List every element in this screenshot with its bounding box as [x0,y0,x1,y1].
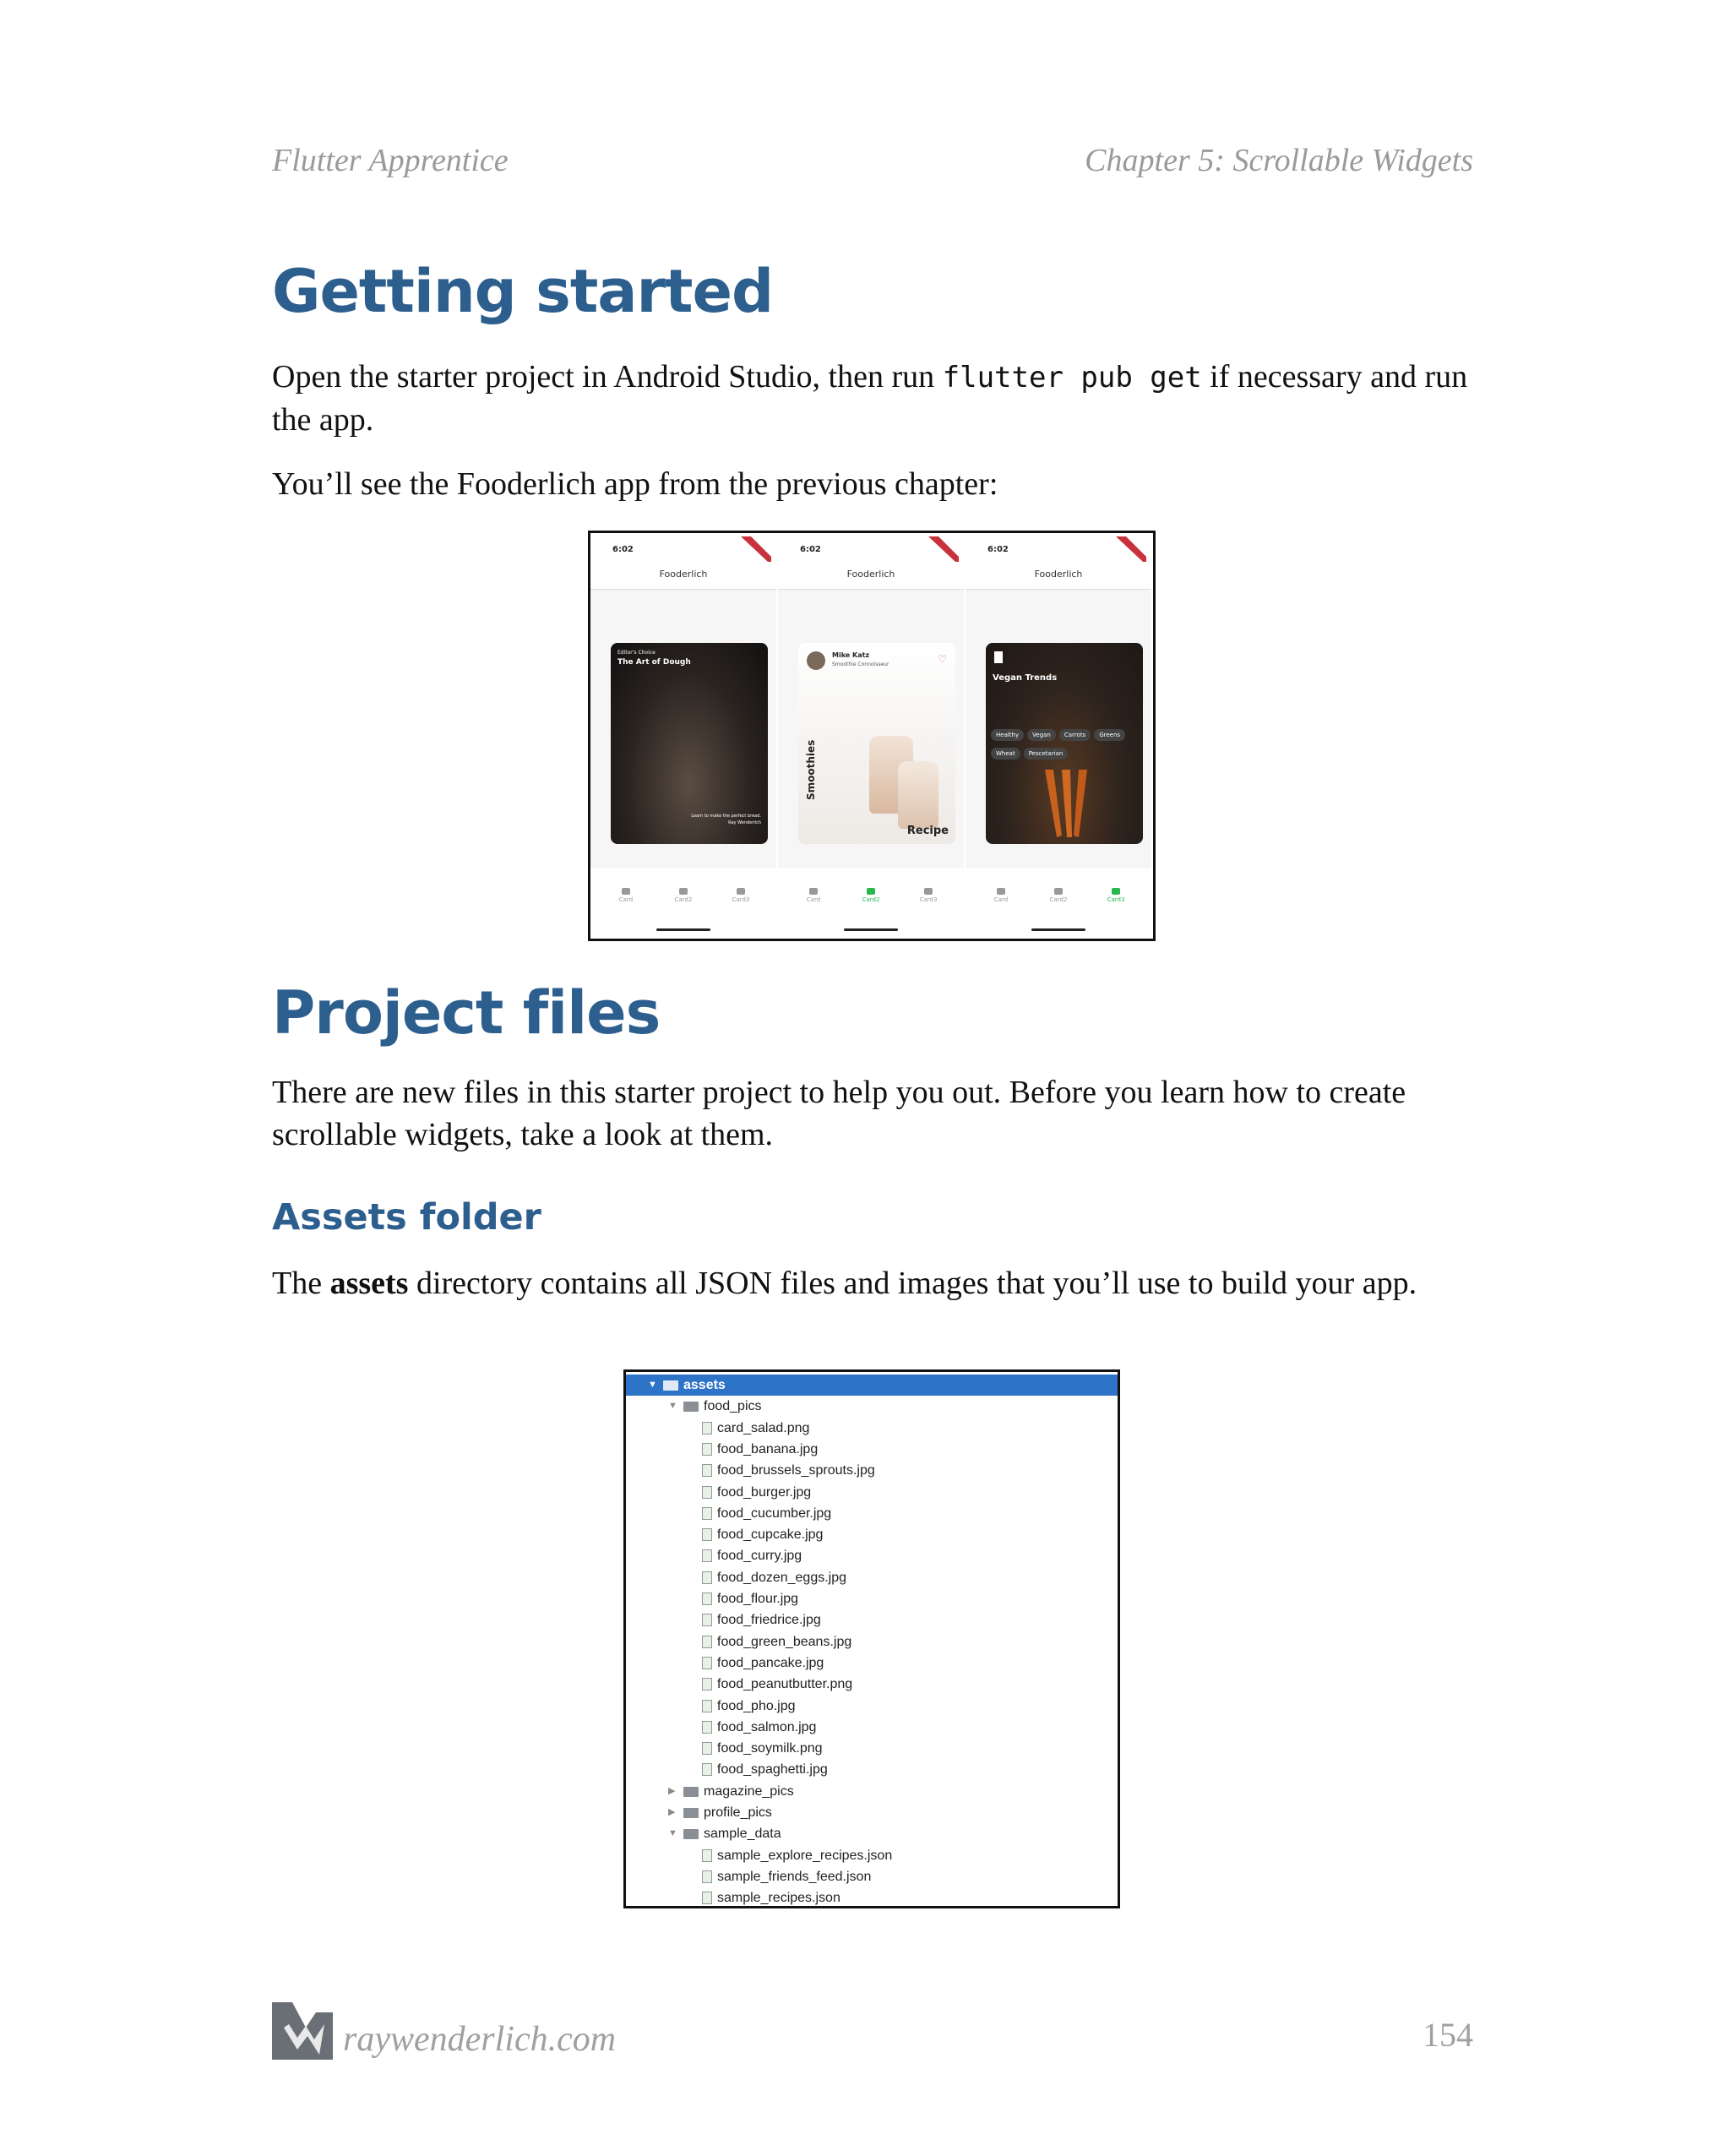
intro-text-2: if necessary and run the app. [272,359,1468,438]
app-title: Fooderlich [1034,569,1083,580]
tree-item-label: food_friedrice.jpg [717,1613,821,1628]
app-title: Fooderlich [846,569,895,580]
expand-down-icon[interactable]: ▼ [648,1380,657,1390]
carrots-image [1028,770,1104,837]
tree-item-label: food_flour.jpg [717,1592,799,1606]
project-files-paragraph: There are new files in this starter project to help you out. Before you learn how to create scrollable widgets, take a look at them. [272,1075,1406,1152]
card-icon [997,888,1005,895]
fooderlich-paragraph: You’ll see the Fooderlich app from the previous chapter: [272,466,998,502]
tree-file-row[interactable] [626,1759,1118,1780]
tree-file-row[interactable] [626,1567,1118,1588]
tree-folder-row[interactable] [626,1823,1118,1844]
tree-file-row[interactable] [626,1503,1118,1524]
nav-item-card[interactable] [609,888,643,903]
file-icon [702,1892,712,1904]
file-icon [702,1528,712,1541]
tree-item-label: food_cupcake.jpg [717,1527,824,1543]
tree-item-label: food_soymilk.png [717,1741,823,1756]
assets-tree-figure [623,1369,1120,1908]
debug-banner-icon [922,536,959,562]
file-icon [702,1443,712,1456]
card-icon [809,888,818,895]
file-icon [702,1849,712,1862]
card2-author: Mike Katz [832,651,870,659]
tree-item-label: food_salmon.jpg [717,1719,817,1734]
assets-paragraph [272,1262,1472,1304]
nav-item-card3[interactable] [724,888,758,903]
card2-tag: Recipe [906,825,949,837]
nav-label: Card3 [732,896,750,903]
tree-item-label: sample_recipes.json [717,1891,841,1906]
chip[interactable]: Greens [1094,729,1125,741]
page-number: 154 [1423,2016,1473,2054]
card2-vertical-label: Smoothies [805,739,817,800]
tree-item-label: assets [683,1378,726,1392]
heading-assets-folder: Assets folder [272,1196,541,1239]
tree-item-label: food_pho.jpg [717,1698,796,1713]
tree-item-label: sample_data [704,1827,781,1842]
fooderlich-screenshot-figure [588,531,1156,941]
book-icon [994,651,1003,663]
card-icon [1112,888,1120,895]
nav-label: Card3 [1107,896,1125,903]
assets-bold: assets [329,1266,409,1301]
card-icon [679,888,688,895]
card1-caption: Learn to make the perfect bread. [691,814,761,819]
nav-item-card2[interactable] [666,888,700,903]
folder-icon [683,1829,699,1839]
intro-text-1: Open the starter project in Android Studio, then run [272,359,943,395]
assets-text-1: The [272,1266,330,1301]
chip[interactable]: Wheat [991,748,1020,760]
card-icon [1054,888,1063,895]
phone-card2 [778,533,964,939]
card-icon [737,888,745,895]
tree-folder-row[interactable] [626,1375,1118,1396]
card2[interactable] [798,643,955,844]
tree-item-label: food_pancake.jpg [717,1655,824,1670]
file-icon [702,1721,712,1734]
tree-item-label: sample_friends_feed.json [717,1869,872,1884]
nav-item-card[interactable] [797,888,830,903]
card1-author: Ray Wenderlich [728,820,761,825]
folder-icon [683,1808,699,1818]
app-title: Fooderlich [659,569,708,580]
tree-item-label: food_spaghetti.jpg [717,1762,828,1778]
nav-item-card2[interactable] [854,888,888,903]
nav-item-card3[interactable] [1099,888,1133,903]
tree-file-row[interactable] [626,1887,1118,1908]
tree-file-row[interactable] [626,1482,1118,1503]
chip[interactable]: Vegan [1027,729,1056,741]
tree-file-row[interactable] [626,1609,1118,1631]
file-icon [702,1678,712,1690]
nav-item-card3[interactable] [911,888,945,903]
nav-label: Card [618,896,634,903]
raywenderlich-logo-icon [272,2002,333,2060]
nav-label: Card [993,896,1009,903]
card1-subtitle: Editor's Choice [617,650,656,656]
file-icon [702,1549,712,1562]
tree-item-label: card_salad.png [717,1420,810,1435]
folder-icon [683,1787,699,1797]
tree-file-row[interactable] [626,1524,1118,1545]
phone-card1 [590,533,776,939]
expand-down-icon[interactable]: ▼ [668,1401,677,1412]
nav-label: Card [806,896,821,903]
tree-file-row[interactable] [626,1866,1118,1887]
folder-icon [683,1402,699,1412]
tree-file-row[interactable] [626,1545,1118,1566]
status-time: 6:02 [987,545,1009,554]
card3[interactable] [986,643,1143,844]
assets-text-2: directory contains all JSON files and images that you’ll use to build your app. [408,1266,1417,1301]
tree-file-row[interactable] [626,1696,1118,1717]
heart-icon[interactable]: ♡ [938,653,947,665]
tree-folder-row[interactable] [626,1781,1118,1802]
folder-icon [663,1380,678,1391]
inline-code: flutter pub get [942,361,1202,395]
chip-list [989,724,1141,761]
card2-role: Smoothie Connoisseur [832,662,889,667]
home-indicator [656,928,710,931]
tree-folder-row[interactable] [626,1396,1118,1417]
nav-item-card2[interactable] [1042,888,1075,903]
card1[interactable] [611,643,768,844]
avatar [807,651,825,670]
tree-file-row[interactable] [626,1418,1118,1439]
bottom-nav [966,888,1151,922]
file-icon [702,1700,712,1712]
nav-label: Card2 [674,896,693,903]
card-icon [867,888,875,895]
tree-file-row[interactable] [626,1460,1118,1481]
status-time: 6:02 [612,545,634,554]
card3-title: Vegan Trends [993,673,1058,683]
home-indicator [1031,928,1085,931]
file-icon [702,1571,712,1584]
status-time: 6:02 [800,545,821,554]
card-icon [924,888,933,895]
debug-banner-icon [1109,536,1146,562]
file-icon [702,1507,712,1520]
tree-file-row[interactable] [626,1717,1118,1738]
file-icon [702,1742,712,1755]
chip[interactable]: Healthy [991,729,1024,741]
tree-file-row[interactable] [626,1652,1118,1674]
debug-banner-icon [734,536,771,562]
file-icon [702,1657,712,1669]
footer-site-link[interactable]: raywenderlich.com [343,2020,617,2059]
file-icon [702,1636,712,1648]
heading-project-files: Project files [272,978,661,1048]
tree-file-row[interactable] [626,1674,1118,1695]
tree-item-label: food_peanutbutter.png [717,1677,853,1692]
tree-file-row[interactable] [626,1738,1118,1759]
tree-file-row[interactable] [626,1588,1118,1609]
nav-label: Card2 [1049,896,1068,903]
tree-item-label: food_cucumber.jpg [717,1505,832,1521]
file-icon [702,1422,712,1435]
intro-paragraph [272,356,1472,441]
heading-getting-started: Getting started [272,257,774,326]
nav-label: Card3 [919,896,938,903]
file-icon [702,1614,712,1626]
tree-file-row[interactable] [626,1845,1118,1866]
bottom-nav [778,888,964,922]
card-icon [622,888,630,895]
file-icon [702,1870,712,1883]
tree-item-label: sample_explore_recipes.json [717,1848,893,1863]
bottom-nav [590,888,776,922]
expand-down-icon[interactable]: ▼ [668,1828,677,1839]
book-title: Flutter Apprentice [272,143,509,178]
tree-item-label: food_burger.jpg [717,1484,812,1500]
file-icon [702,1464,712,1477]
tree-folder-row[interactable] [626,1802,1118,1823]
tree-item-label: food_dozen_eggs.jpg [717,1570,847,1585]
tree-file-row[interactable] [626,1439,1118,1460]
file-icon [702,1592,712,1605]
tree-file-row[interactable] [626,1631,1118,1652]
tree-item-label: magazine_pics [704,1783,794,1799]
chip[interactable]: Carrots [1059,729,1091,741]
card1-title: The Art of Dough [617,658,691,667]
file-icon [702,1763,712,1776]
tree-item-label: profile_pics [704,1805,772,1820]
tree-item-label: food_green_beans.jpg [717,1634,852,1649]
phone-card3 [966,533,1151,939]
home-indicator [844,928,898,931]
tree-item-label: food_brussels_sprouts.jpg [717,1463,875,1478]
expand-right-icon[interactable]: ▶ [668,1807,676,1817]
nav-item-card[interactable] [984,888,1018,903]
chip[interactable]: Pescetarian [1024,748,1069,760]
smoothie-glass [898,761,938,829]
tree-item-label: food_banana.jpg [717,1441,819,1456]
nav-label: Card2 [862,896,880,903]
tree-item-label: food_curry.jpg [717,1549,802,1564]
expand-right-icon[interactable]: ▶ [668,1785,676,1796]
file-icon [702,1486,712,1499]
tree-item-label: food_pics [704,1399,762,1414]
chapter-title: Chapter 5: Scrollable Widgets [1085,143,1473,178]
